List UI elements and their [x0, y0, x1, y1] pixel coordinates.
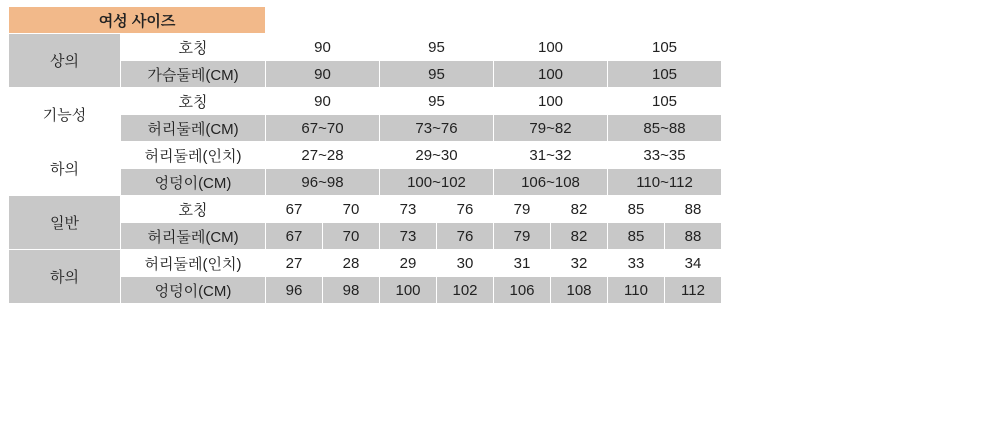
- cell-normal-size-2: 70: [323, 196, 380, 223]
- cell-func-waist-cm-2: 73~76: [380, 115, 494, 142]
- cell-top-size-105: 105: [608, 34, 722, 61]
- cell-normal-waist-cm-7: 85: [608, 223, 665, 250]
- cell-normal-waist-inch-6: 32: [551, 250, 608, 277]
- cell-normal-hip-6: 108: [551, 277, 608, 304]
- cell-normal-hip-7: 110: [608, 277, 665, 304]
- row-label-func-waist-inch: 허리둘레(인치): [121, 142, 266, 169]
- row-label-top-chest: 가슴둘레(CM): [121, 61, 266, 88]
- cell-normal-waist-cm-2: 70: [323, 223, 380, 250]
- table-title: 여성 사이즈: [9, 7, 266, 34]
- size-chart-page: [0, 6, 981, 443]
- row-label-normal-hip: 엉덩이(CM): [121, 277, 266, 304]
- table-row: [9, 88, 722, 115]
- cell-func-waist-inch-4: 33~35: [608, 142, 722, 169]
- cell-normal-waist-cm-6: 82: [551, 223, 608, 250]
- cell-normal-hip-3: 100: [380, 277, 437, 304]
- cell-func-size-4: 105: [608, 88, 722, 115]
- cell-func-waist-cm-3: 79~82: [494, 115, 608, 142]
- cell-normal-hip-1: 96: [266, 277, 323, 304]
- cell-normal-waist-inch-3: 29: [380, 250, 437, 277]
- cell-top-size-95: 95: [380, 34, 494, 61]
- cell-normal-hip-5: 106: [494, 277, 551, 304]
- cell-normal-waist-cm-1: 67: [266, 223, 323, 250]
- row-label-func-size-name: 호칭: [121, 88, 266, 115]
- table-row: [9, 196, 722, 223]
- cell-normal-waist-cm-3: 73: [380, 223, 437, 250]
- group-label-normal-bottom: 하의: [9, 250, 121, 304]
- cell-func-size-1: 90: [266, 88, 380, 115]
- cell-func-waist-inch-3: 31~32: [494, 142, 608, 169]
- cell-normal-waist-inch-2: 28: [323, 250, 380, 277]
- cell-func-waist-cm-1: 67~70: [266, 115, 380, 142]
- row-label-func-hip: 엉덩이(CM): [121, 169, 266, 196]
- cell-func-waist-inch-1: 27~28: [266, 142, 380, 169]
- cell-top-chest-2: 95: [380, 61, 494, 88]
- table-row: [9, 250, 722, 277]
- table-row: [9, 34, 722, 61]
- cell-func-size-3: 100: [494, 88, 608, 115]
- row-label-normal-size-name: 호칭: [121, 196, 266, 223]
- cell-normal-size-4: 76: [437, 196, 494, 223]
- cell-normal-hip-8: 112: [665, 277, 722, 304]
- row-label-func-waist-cm: 허리둘레(CM): [121, 115, 266, 142]
- cell-top-size-90: 90: [266, 34, 380, 61]
- cell-top-chest-1: 90: [266, 61, 380, 88]
- cell-top-chest-3: 100: [494, 61, 608, 88]
- cell-func-waist-inch-2: 29~30: [380, 142, 494, 169]
- womens-size-table: [8, 6, 722, 304]
- cell-normal-waist-cm-8: 88: [665, 223, 722, 250]
- cell-normal-waist-cm-5: 79: [494, 223, 551, 250]
- cell-normal-size-3: 73: [380, 196, 437, 223]
- cell-normal-size-8: 88: [665, 196, 722, 223]
- row-label-top-size-name: 호칭: [121, 34, 266, 61]
- cell-normal-waist-inch-8: 34: [665, 250, 722, 277]
- cell-normal-size-6: 82: [551, 196, 608, 223]
- cell-normal-waist-inch-4: 30: [437, 250, 494, 277]
- cell-normal-hip-4: 102: [437, 277, 494, 304]
- group-label-functional-bottom: 하의: [9, 142, 121, 196]
- cell-top-chest-4: 105: [608, 61, 722, 88]
- group-label-functional: 기능성: [9, 88, 121, 142]
- cell-func-hip-4: 110~112: [608, 169, 722, 196]
- cell-normal-waist-inch-5: 31: [494, 250, 551, 277]
- cell-top-size-100: 100: [494, 34, 608, 61]
- row-label-normal-waist-cm: 허리둘레(CM): [121, 223, 266, 250]
- cell-func-hip-3: 106~108: [494, 169, 608, 196]
- cell-func-hip-2: 100~102: [380, 169, 494, 196]
- cell-normal-size-5: 79: [494, 196, 551, 223]
- cell-func-waist-cm-4: 85~88: [608, 115, 722, 142]
- cell-func-size-2: 95: [380, 88, 494, 115]
- table-row: [9, 142, 722, 169]
- group-label-top: 상의: [9, 34, 121, 88]
- cell-normal-waist-inch-7: 33: [608, 250, 665, 277]
- cell-func-hip-1: 96~98: [266, 169, 380, 196]
- cell-normal-waist-inch-1: 27: [266, 250, 323, 277]
- cell-normal-hip-2: 98: [323, 277, 380, 304]
- title-row-blank: [266, 7, 722, 34]
- cell-normal-size-7: 85: [608, 196, 665, 223]
- cell-normal-waist-cm-4: 76: [437, 223, 494, 250]
- group-label-normal: 일반: [9, 196, 121, 250]
- cell-normal-size-1: 67: [266, 196, 323, 223]
- table-title-row: [9, 7, 722, 34]
- row-label-normal-waist-inch: 허리둘레(인치): [121, 250, 266, 277]
